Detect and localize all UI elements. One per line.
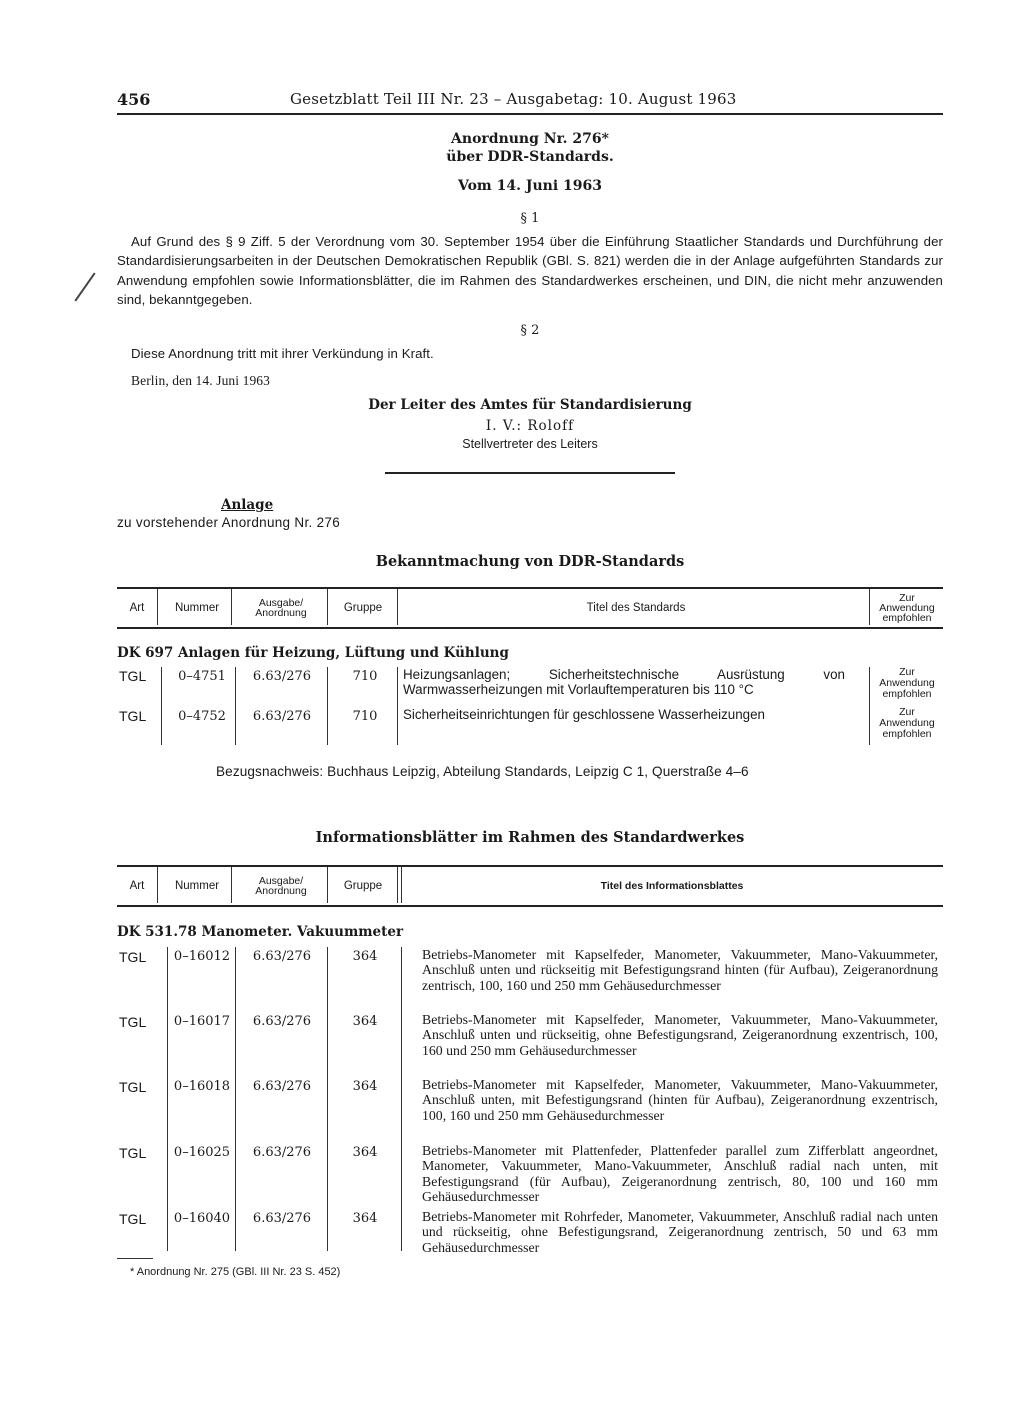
cell-art: TGL: [119, 1211, 147, 1227]
table1-group-heading: DK 697 Anlagen für Heizung, Lüftung und Kühlung: [117, 645, 509, 661]
table1: [117, 587, 943, 747]
divider: [327, 589, 328, 625]
cell-titel: Betriebs-Manometer mit Kapselfeder, Manometer, Vakuummeter, Mano-Vakuummeter, Anschluß unten und rückseitig mit Befestigungsrand hinten (für Aufbau), Zeigeranordnung zentrisch, 100, 160 und 250 mm Gehäusedurchmesser: [422, 947, 938, 993]
cell-ausgabe: 6.63/276: [252, 1079, 312, 1094]
divider: [397, 867, 398, 903]
cell-ausgabe: 6.63/276: [252, 669, 312, 684]
divider: [161, 667, 162, 745]
th-ausgabe: Ausgabe/ Anordnung: [255, 875, 307, 897]
cell-ausgabe: 6.63/276: [252, 1014, 312, 1029]
anlage-subtitle: zu vorstehender Anordnung Nr. 276: [117, 515, 341, 530]
th-titel: Titel des Informationsblattes: [600, 879, 744, 892]
cell-art: TGL: [119, 949, 147, 965]
cell-art: TGL: [119, 708, 147, 724]
cell-art: TGL: [119, 1145, 147, 1161]
cell-gruppe: 364: [352, 1079, 378, 1094]
th-art: Art: [129, 601, 145, 614]
table1-header: [117, 587, 943, 629]
table2-group-heading: DK 531.78 Manometer. Vakuummeter: [117, 924, 404, 940]
th-gruppe: Gruppe: [343, 601, 383, 614]
cell-zur-anwendung: Zur Anwendung empfohlen: [879, 666, 935, 700]
cell-art: TGL: [119, 668, 147, 684]
cell-nummer: 0–16012: [173, 949, 231, 964]
cell-nummer: 0–4751: [178, 669, 226, 684]
section-1-heading: § 1: [520, 211, 540, 226]
cell-ausgabe: 6.63/276: [252, 1211, 312, 1226]
cell-gruppe: 364: [352, 949, 378, 964]
cell-gruppe: 364: [352, 1211, 378, 1226]
document-title: Anordnung Nr. 276*: [451, 131, 609, 147]
document-subtitle: über DDR-Standards.: [446, 149, 614, 165]
cell-titel: Betriebs-Manometer mit Plattenfeder, Plattenfeder parallel zum Zifferblatt angeordnet, Manometer, Vakuummeter, Mano-Vakuummeter, Anschluß radial nach unten, mit Befestigungsrand (für Aufbau), Zeigeranordnung zentrisch, 80, 100 und 160 mm Gehäusedurchmesser: [422, 1143, 938, 1205]
cell-nummer: 0–16025: [173, 1145, 231, 1160]
section-2-text: Diese Anordnung tritt mit ihrer Verkündung in Kraft.: [131, 346, 434, 361]
footnote-rule: [117, 1258, 153, 1259]
signature-name: I. V.: Roloff: [485, 418, 575, 434]
cell-ausgabe: 6.63/276: [252, 949, 312, 964]
divider: [157, 589, 158, 625]
section-1-text: Auf Grund des § 9 Ziff. 5 der Verordnung vom 30. September 1954 über die Einführung Staatlicher Standards und Durchführung der Standardisierungsarbeiten in der Deutschen Demokratischen Republik (GBl. S. 821) werden die in der Anlage aufgeführten Standards zur Anwendung empfohlen sowie Informationsblätter, die im Rahmen des Standardwerkes erscheinen, und DIN, die nicht mehr anzuwenden sind, bekanntgegeben.: [117, 234, 943, 307]
divider: [157, 867, 158, 903]
margin-pencil-mark: [74, 273, 95, 302]
divider: [397, 589, 398, 625]
table2-title: Informationsblätter im Rahmen des Standardwerkes: [315, 829, 745, 846]
th-nummer: Nummer: [174, 601, 220, 614]
th-ausgabe: Ausgabe/ Anordnung: [255, 597, 307, 619]
cell-art: TGL: [119, 1079, 147, 1095]
cell-ausgabe: 6.63/276: [252, 1145, 312, 1160]
document-date: Vom 14. Juni 1963: [458, 178, 602, 194]
divider: [231, 867, 232, 903]
th-gruppe: Gruppe: [343, 879, 383, 892]
anlage-heading: Anlage: [221, 497, 274, 513]
cell-art: TGL: [119, 1014, 147, 1030]
cell-titel: Betriebs-Manometer mit Rohrfeder, Manometer, Vakuummeter, Anschluß radial nach unten und rückseitig, ohne Befestigungsrand, Zeigeranordnung zentrisch, 50 und 63 mm Gehäusedurchmesser: [422, 1209, 938, 1255]
footnote: * Anordnung Nr. 275 (GBl. III Nr. 23 S. 452): [130, 1266, 341, 1278]
cell-titel: Betriebs-Manometer mit Kapselfeder, Manometer, Vakuummeter, Mano-Vakuummeter, Anschluß unten, mit Befestigungsrand (hinten für Aufbau), Zeigeranordnung exzentrisch, 100, 160 und 250 mm Gehäusedurchmesser: [422, 1077, 938, 1123]
cell-gruppe: 710: [352, 709, 378, 724]
th-nummer: Nummer: [174, 879, 220, 892]
divider: [869, 589, 870, 625]
cell-nummer: 0–16017: [173, 1014, 231, 1029]
page-number: 456: [117, 90, 151, 109]
cell-nummer: 0–4752: [178, 709, 226, 724]
th-art: Art: [129, 879, 145, 892]
cell-titel: Heizungsanlagen; Sicherheitstechnische Ausrüstung von Warmwasserheizungen mit Vorlauftemperaturen bis 110 °C: [403, 667, 845, 698]
divider: [231, 589, 232, 625]
cell-titel: Sicherheitseinrichtungen für geschlossene Wasserheizungen: [403, 707, 766, 722]
signature-role: Stellvertreter des Leiters: [462, 437, 598, 451]
cell-titel: Betriebs-Manometer mit Kapselfeder, Manometer, Vakuummeter, Mano-Vakuummeter, Anschluß unten und rückseitig, ohne Befestigungsrand, Zeigeranordnung exzentrisch, 100, 160 und 250 mm Gehäusedurchmesser: [422, 1012, 938, 1058]
cell-nummer: 0–16018: [173, 1079, 231, 1094]
divider: [235, 947, 236, 1251]
cell-ausgabe: 6.63/276: [252, 709, 312, 724]
section-2-heading: § 2: [520, 323, 540, 338]
divider: [401, 947, 402, 1251]
separator-rule: [385, 472, 675, 474]
cell-gruppe: 364: [352, 1014, 378, 1029]
gazette-header: Gesetzblatt Teil III Nr. 23 – Ausgabetag: 10. August 1963: [290, 90, 737, 108]
divider: [401, 867, 402, 903]
divider: [327, 867, 328, 903]
th-titel: Titel des Standards: [586, 601, 686, 614]
cell-gruppe: 364: [352, 1145, 378, 1160]
cell-gruppe: 710: [352, 669, 378, 684]
divider: [327, 667, 328, 745]
cell-nummer: 0–16040: [173, 1211, 231, 1226]
bezugsnachweis: Bezugsnachweis: Buchhaus Leipzig, Abteilung Standards, Leipzig C 1, Querstraße 4–6: [216, 764, 749, 779]
th-zur-anwendung: Zur Anwendung empfohlen: [879, 592, 935, 624]
cell-zur-anwendung: Zur Anwendung empfohlen: [879, 706, 935, 740]
divider: [235, 667, 236, 745]
divider: [327, 947, 328, 1251]
table2: [117, 865, 943, 1255]
header-rule: [117, 113, 943, 115]
table2-header: [117, 865, 943, 907]
table1-title: Bekanntmachung von DDR-Standards: [375, 553, 685, 570]
divider: [869, 667, 870, 745]
signature-office: Der Leiter des Amtes für Standardisierung: [368, 397, 692, 413]
divider: [167, 947, 168, 1251]
place-date: Berlin, den 14. Juni 1963: [131, 373, 270, 388]
